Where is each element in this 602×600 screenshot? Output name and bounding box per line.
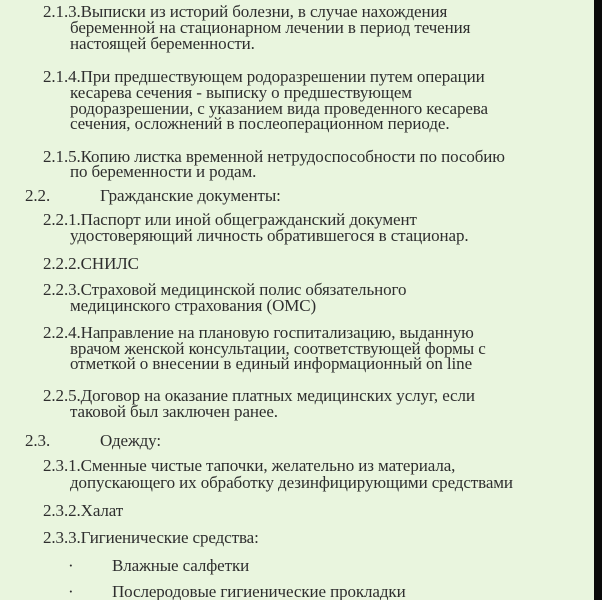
section-number: 2.2. xyxy=(25,186,51,205)
text-line: врачом женской консультации, соответствующей формы с xyxy=(70,339,486,358)
text-line: 2.2.4.Направление на плановую госпитализацию, выданную xyxy=(43,323,474,342)
right-edge-border xyxy=(594,0,602,600)
text-line: 2.1.5.Копию листка временной нетрудоспособности по пособию xyxy=(43,147,505,166)
text-line: настоящей беременности. xyxy=(70,34,255,53)
bullet-text: Влажные салфетки xyxy=(112,556,250,575)
text-line: 2.1.3.Выписки из историй болезни, в случае нахождения xyxy=(43,2,448,21)
text-line: 2.2.5.Договор на оказание платных медицинских услуг, если xyxy=(43,386,475,405)
bullet-text: Послеродовые гигиенические прокладки xyxy=(112,582,406,600)
text-line: родоразрешении, с указанием вида проведенного кесарева xyxy=(70,99,488,118)
text-line: сечения, осложнений в послеоперационном периоде. xyxy=(70,114,450,133)
text-line: кесарева сечения - выписку о предшествующем xyxy=(70,83,412,102)
section-title: Одежду: xyxy=(100,431,161,450)
bullet-icon: · xyxy=(68,556,74,575)
bullet-icon: · xyxy=(68,582,74,600)
text-line: 2.3.3.Гигиенические средства: xyxy=(43,528,259,547)
text-line: 2.3.1.Сменные чистые тапочки, желательно из материала, xyxy=(43,456,456,475)
text-line: таковой был заключен ранее. xyxy=(70,402,278,421)
text-line: допускающего их обработку дезинфицирующими средствами xyxy=(70,473,513,492)
text-line: отметкой о внесении в единый информационный on line xyxy=(70,354,473,373)
text-line: 2.2.2.СНИЛС xyxy=(43,254,139,273)
text-line: медицинского страхования (ОМС) xyxy=(70,296,317,315)
text-line: 2.3.2.Халат xyxy=(43,501,124,520)
text-line: по беременности и родам. xyxy=(70,162,257,181)
section-number: 2.3. xyxy=(25,431,51,450)
section-title: Гражданские документы: xyxy=(100,186,281,205)
text-line: 2.2.1.Паспорт или иной общегражданский документ xyxy=(43,210,417,229)
text-line: 2.2.3.Страховой медицинской полис обязательного xyxy=(43,280,407,299)
text-line: беременной на стационарном лечении в период течения xyxy=(70,18,471,37)
text-line: удостоверяющий личность обратившегося в стационар. xyxy=(70,226,469,245)
text-line: 2.1.4.При предшествующем родоразрешении путем операции xyxy=(43,67,485,86)
